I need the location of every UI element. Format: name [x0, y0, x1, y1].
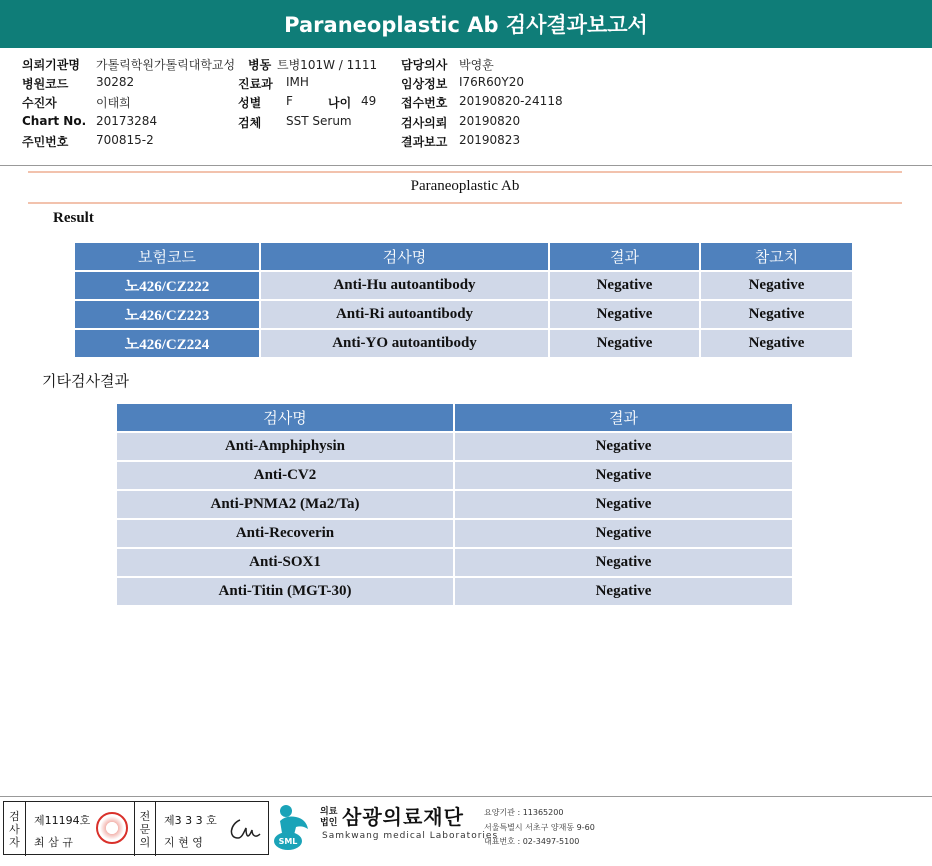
test-result: Negative: [550, 301, 699, 328]
org-code: 요양기관 : 11365200: [484, 808, 564, 817]
info-key: 접수번호: [401, 96, 448, 110]
info-key: 의뢰기관명: [22, 58, 80, 72]
table-row: [117, 549, 792, 576]
test-name: Anti-Ri autoantibody: [261, 301, 548, 328]
test-result: Negative: [455, 549, 792, 576]
header-insurance-code: 보험코드: [75, 243, 259, 270]
other-tests-table: [115, 402, 794, 607]
info-value: I76R60Y20: [459, 75, 525, 89]
org-phone: 대표번호 : 02-3497-5100: [484, 837, 580, 846]
report-footer: [0, 796, 932, 866]
info-value: 가톨릭학원가톨릭대학교성: [96, 58, 236, 72]
info-key: 결과보고: [401, 135, 448, 149]
info-key: Chart No.: [22, 114, 87, 128]
info-key: 주민번호: [22, 135, 69, 149]
test-name: Anti-YO autoantibody: [261, 330, 548, 357]
table-row: [117, 433, 792, 460]
section-title: Paraneoplastic Ab: [410, 178, 520, 194]
logo-text: SML: [278, 837, 298, 846]
info-value: 20173284: [96, 114, 158, 128]
info-value: 20190820: [459, 114, 521, 128]
divider-top: [28, 171, 902, 173]
table-row: [117, 491, 792, 518]
table-row: [75, 330, 852, 357]
divider-bottom: [28, 202, 902, 204]
table-row: [117, 462, 792, 489]
info-value: IMH: [286, 75, 309, 89]
info-value: 박영훈: [459, 58, 494, 72]
info-key: 병원코드: [22, 77, 69, 91]
header-result: 결과: [455, 404, 792, 431]
test-result: Negative: [550, 272, 699, 299]
test-name: Anti-PNMA2 (Ma2/Ta): [117, 491, 453, 518]
table-row: [75, 301, 852, 328]
inspector-label: 검 사 자: [4, 802, 26, 856]
result-label: Result: [53, 210, 94, 226]
info-value: 30282: [96, 75, 135, 89]
test-result: Negative: [455, 520, 792, 547]
test-name: Anti-Recoverin: [117, 520, 453, 547]
inspector-name: 최 삼 규: [34, 836, 73, 849]
other-tests-label: 기타검사결과: [42, 372, 129, 390]
sml-logo-icon: [272, 801, 314, 853]
test-result: Negative: [455, 578, 792, 605]
specialist-name: 지 현 영: [164, 836, 203, 849]
reference-value: Negative: [701, 272, 852, 299]
info-value: 700815-2: [96, 133, 154, 147]
reference-value: Negative: [701, 330, 852, 357]
info-key: 수진자: [22, 96, 57, 110]
table-row: [75, 272, 852, 299]
org-address: 서울특별시 서초구 양재동 9-60: [484, 823, 595, 832]
test-name: Anti-Hu autoantibody: [261, 272, 548, 299]
inspector-license-no: 제11194호: [34, 814, 91, 827]
info-key: 진료과: [238, 77, 273, 91]
signature-box: [3, 801, 269, 855]
org-english-name: Samkwang medical Laboratories: [322, 831, 499, 841]
specialist-label: 전 문 의: [134, 802, 156, 856]
test-name: Anti-SOX1: [117, 549, 453, 576]
report-title: Paraneoplastic Ab 검사결과보고서: [0, 0, 932, 48]
specialist-license-no: 제3 3 3 호: [164, 814, 217, 827]
info-value: 이태희: [96, 96, 131, 110]
signature-icon: [226, 816, 262, 844]
test-result: Negative: [550, 330, 699, 357]
header-result: 결과: [550, 243, 699, 270]
test-name: Anti-CV2: [117, 462, 453, 489]
org-name: 삼광의료재단: [342, 805, 464, 829]
info-key: 성별: [238, 96, 262, 110]
info-value: 20190823: [459, 133, 521, 147]
test-name: Anti-Titin (MGT-30): [117, 578, 453, 605]
insurance-code: 노426/CZ224: [75, 330, 259, 357]
table-row: [117, 520, 792, 547]
header-test-name: 검사명: [117, 404, 453, 431]
info-key: 검체: [238, 116, 262, 130]
insurance-code: 노426/CZ223: [75, 301, 259, 328]
test-result: Negative: [455, 491, 792, 518]
info-value: 트병101W / 1111: [277, 58, 378, 72]
info-key: 임상정보: [401, 77, 448, 91]
test-result: Negative: [455, 462, 792, 489]
header-reference: 참고치: [701, 243, 852, 270]
header-test-name: 검사명: [261, 243, 548, 270]
info-value: 49: [361, 94, 377, 108]
info-value: SST Serum: [286, 114, 352, 128]
test-result: Negative: [455, 433, 792, 460]
org-type: 의료 법인: [320, 807, 338, 828]
test-name: Anti-Amphiphysin: [117, 433, 453, 460]
info-key: 담당의사: [401, 58, 448, 72]
info-key: 검사의뢰: [401, 116, 448, 130]
info-value: F: [286, 94, 293, 108]
patient-info-panel: [0, 48, 932, 166]
info-value: 20190820-24118: [459, 94, 563, 108]
reference-value: Negative: [701, 301, 852, 328]
info-key: 나이: [328, 96, 352, 110]
official-seal-icon: [96, 812, 128, 844]
info-key: 병동: [248, 58, 272, 72]
insurance-code: 노426/CZ222: [75, 272, 259, 299]
table-row: [117, 578, 792, 605]
result-table: [73, 241, 854, 359]
